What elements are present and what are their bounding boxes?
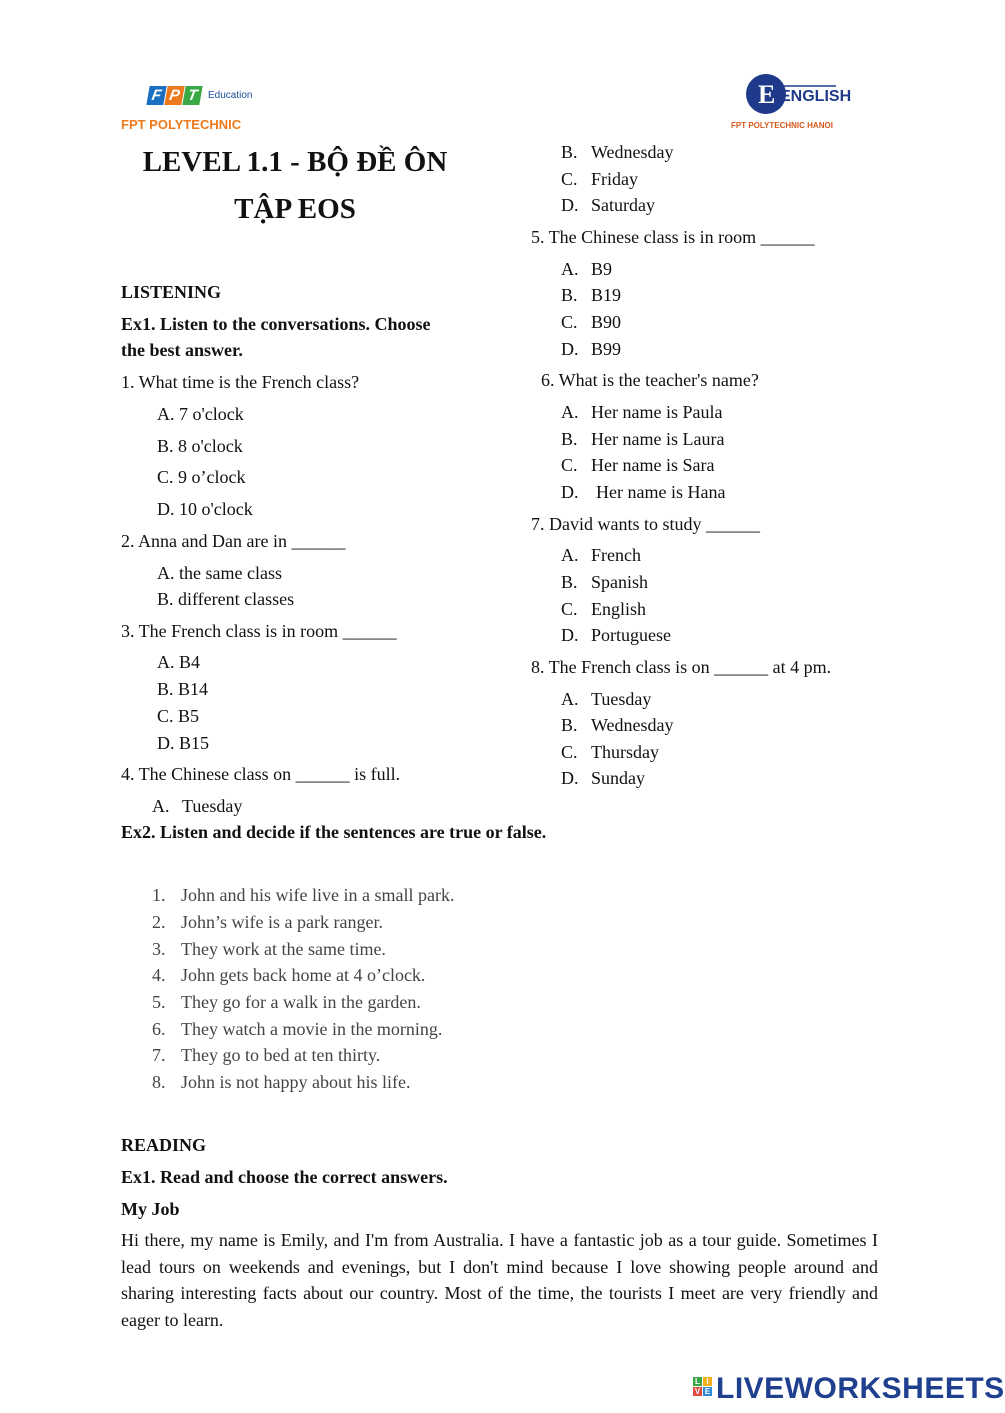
- lw-cell-l: L: [693, 1377, 702, 1386]
- ex2-item-8-number: 8.: [152, 1072, 166, 1092]
- q7-option-d[interactable]: Portuguese: [591, 625, 671, 645]
- q6-option-d[interactable]: Her name is Hana: [596, 482, 726, 502]
- q8-option-d-letter: D.: [561, 768, 579, 788]
- q3-option-b[interactable]: B. B14: [157, 679, 209, 699]
- listening-ex1-instruction-cont: the best answer.: [121, 340, 243, 360]
- ex2-item-6-number: 6.: [152, 1019, 166, 1039]
- q8-option-a[interactable]: Tuesday: [591, 689, 652, 709]
- lw-cell-e: E: [704, 1387, 711, 1396]
- ex2-item-3[interactable]: They work at the same time.: [181, 939, 386, 959]
- question-8: 8. The French class is on ______ at 4 pm.: [531, 657, 832, 677]
- q1-option-b[interactable]: B. 8 o'clock: [157, 436, 243, 456]
- q7-option-a-letter: A.: [561, 545, 579, 565]
- q7-option-d-letter: D.: [561, 625, 579, 645]
- question-6: 6. What is the teacher's name?: [541, 370, 759, 390]
- q1-option-a[interactable]: A. 7 o'clock: [157, 404, 244, 424]
- q5-option-b-letter: B.: [561, 285, 578, 305]
- q8-option-b[interactable]: Wednesday: [591, 715, 674, 735]
- q7-option-b-letter: B.: [561, 572, 578, 592]
- lw-cell-i: I: [703, 1377, 712, 1386]
- reading-heading: READING: [121, 1135, 207, 1155]
- q5-option-a-letter: A.: [561, 259, 579, 279]
- ex2-item-2-number: 2.: [152, 912, 166, 932]
- listening-ex1-instruction: Ex1. Listen to the conversations. Choose: [121, 314, 431, 334]
- q5-option-b[interactable]: B19: [591, 285, 622, 305]
- page-title-line1: LEVEL 1.1 - BỘ ĐỀ ÔN: [142, 146, 448, 178]
- fpt-letter-p: P: [164, 86, 184, 105]
- english-logo-icon: [744, 72, 852, 122]
- ex2-item-2[interactable]: John’s wife is a park ranger.: [181, 912, 383, 932]
- q3-option-c[interactable]: C. B5: [157, 706, 200, 726]
- passage-title: My Job: [121, 1199, 180, 1219]
- page-title-line2: TẬP EOS: [234, 193, 356, 225]
- q4-option-c[interactable]: Friday: [591, 169, 638, 189]
- q6-option-c[interactable]: Her name is Sara: [591, 455, 715, 475]
- q7-option-c[interactable]: English: [591, 599, 647, 619]
- q7-option-c-letter: C.: [561, 599, 578, 619]
- q8-option-a-letter: A.: [561, 689, 579, 709]
- q8-option-c[interactable]: Thursday: [591, 742, 659, 762]
- q4-option-b-letter: B.: [561, 142, 578, 162]
- ex2-item-1[interactable]: John and his wife live in a small park.: [181, 885, 455, 905]
- lw-cell-v: V: [694, 1387, 701, 1396]
- q6-option-b[interactable]: Her name is Laura: [591, 429, 725, 449]
- english-logo-subtitle: FPT POLYTECHNIC HANOI: [731, 121, 833, 130]
- listening-ex2-instruction: Ex2. Listen and decide if the sentences are true or false.: [121, 822, 547, 842]
- ex2-item-6[interactable]: They watch a movie in the morning.: [181, 1019, 443, 1039]
- q4-option-a-letter: A.: [152, 796, 170, 816]
- q4-option-a[interactable]: Tuesday: [182, 796, 243, 816]
- q4-option-c-letter: C.: [561, 169, 578, 189]
- q5-option-c-letter: C.: [561, 312, 578, 332]
- ex2-item-3-number: 3.: [152, 939, 166, 959]
- fpt-letter-t: T: [182, 86, 202, 105]
- ex2-item-5[interactable]: They go for a walk in the garden.: [181, 992, 421, 1012]
- q8-option-c-letter: C.: [561, 742, 578, 762]
- ex2-item-4-number: 4.: [152, 965, 166, 985]
- q8-option-b-letter: B.: [561, 715, 578, 735]
- question-4: 4. The Chinese class on ______ is full.: [121, 764, 401, 784]
- question-7: 7. David wants to study ______: [531, 514, 760, 534]
- english-logo: [744, 72, 852, 122]
- question-5: 5. The Chinese class is in room ______: [531, 227, 815, 247]
- ex2-item-8[interactable]: John is not happy about his life.: [181, 1072, 411, 1092]
- english-logo-e: E: [758, 80, 776, 109]
- listening-heading: LISTENING: [121, 282, 222, 302]
- q7-option-b[interactable]: Spanish: [591, 572, 649, 592]
- english-logo-word: [780, 88, 851, 105]
- question-2: 2. Anna and Dan are in ______: [121, 531, 346, 551]
- q2-option-b[interactable]: B. different classes: [157, 589, 295, 609]
- q6-option-c-letter: C.: [561, 455, 578, 475]
- q5-option-c[interactable]: B90: [591, 312, 622, 332]
- ex2-item-7-number: 7.: [152, 1045, 166, 1065]
- fpt-letter-f: F: [146, 86, 166, 105]
- q4-option-d-letter: D.: [561, 195, 579, 215]
- q8-option-d[interactable]: Sunday: [591, 768, 645, 788]
- q6-option-a-letter: A.: [561, 402, 579, 422]
- fpt-education-text: Education: [208, 90, 253, 102]
- q1-option-d[interactable]: D. 10 o'clock: [157, 499, 253, 519]
- reading-ex1-instruction: Ex1. Read and choose the correct answers.: [121, 1167, 448, 1187]
- question-1: 1. What time is the French class?: [121, 372, 360, 392]
- q3-option-a[interactable]: A. B4: [157, 652, 201, 672]
- q4-option-d[interactable]: Saturday: [591, 195, 655, 215]
- fpt-polytechnic-text: FPT POLYTECHNIC: [121, 117, 242, 132]
- ex2-item-4[interactable]: John gets back home at 4 o’clock.: [181, 965, 426, 985]
- q7-option-a[interactable]: French: [591, 545, 641, 565]
- q6-option-a[interactable]: Her name is Paula: [591, 402, 723, 422]
- q4-option-b[interactable]: Wednesday: [591, 142, 674, 162]
- q1-option-c[interactable]: C. 9 o’clock: [157, 467, 246, 487]
- q6-option-b-letter: B.: [561, 429, 578, 449]
- q6-option-d-letter: D.: [561, 482, 579, 502]
- q5-option-a[interactable]: B9: [591, 259, 613, 279]
- reading-passage: Hi there, my name is Emily, and I'm from Australia. I have a fantastic job as a tour guide. Sometimes I lead tours on weekends and evenings, but I don't mind because I love showing people around and sharing interesting facts about our country. Most of the time, the tourists I meet are very friendly and eager to learn.: [121, 1230, 878, 1330]
- ex2-item-1-number: 1.: [152, 885, 166, 905]
- q5-option-d-letter: D.: [561, 339, 579, 359]
- q5-option-d[interactable]: B99: [591, 339, 622, 359]
- fpt-education-logo: [148, 84, 252, 105]
- ex2-item-7[interactable]: They go to bed at ten thirty.: [181, 1045, 381, 1065]
- english-logo-word-text: ENGLISH: [780, 88, 852, 105]
- liveworksheets-text: LIVEWORKSHEETS: [716, 1372, 1005, 1405]
- question-3: 3. The French class is in room ______: [121, 621, 397, 641]
- q3-option-d[interactable]: D. B15: [157, 733, 210, 753]
- ex2-item-5-number: 5.: [152, 992, 166, 1012]
- q2-option-a[interactable]: A. the same class: [157, 563, 282, 583]
